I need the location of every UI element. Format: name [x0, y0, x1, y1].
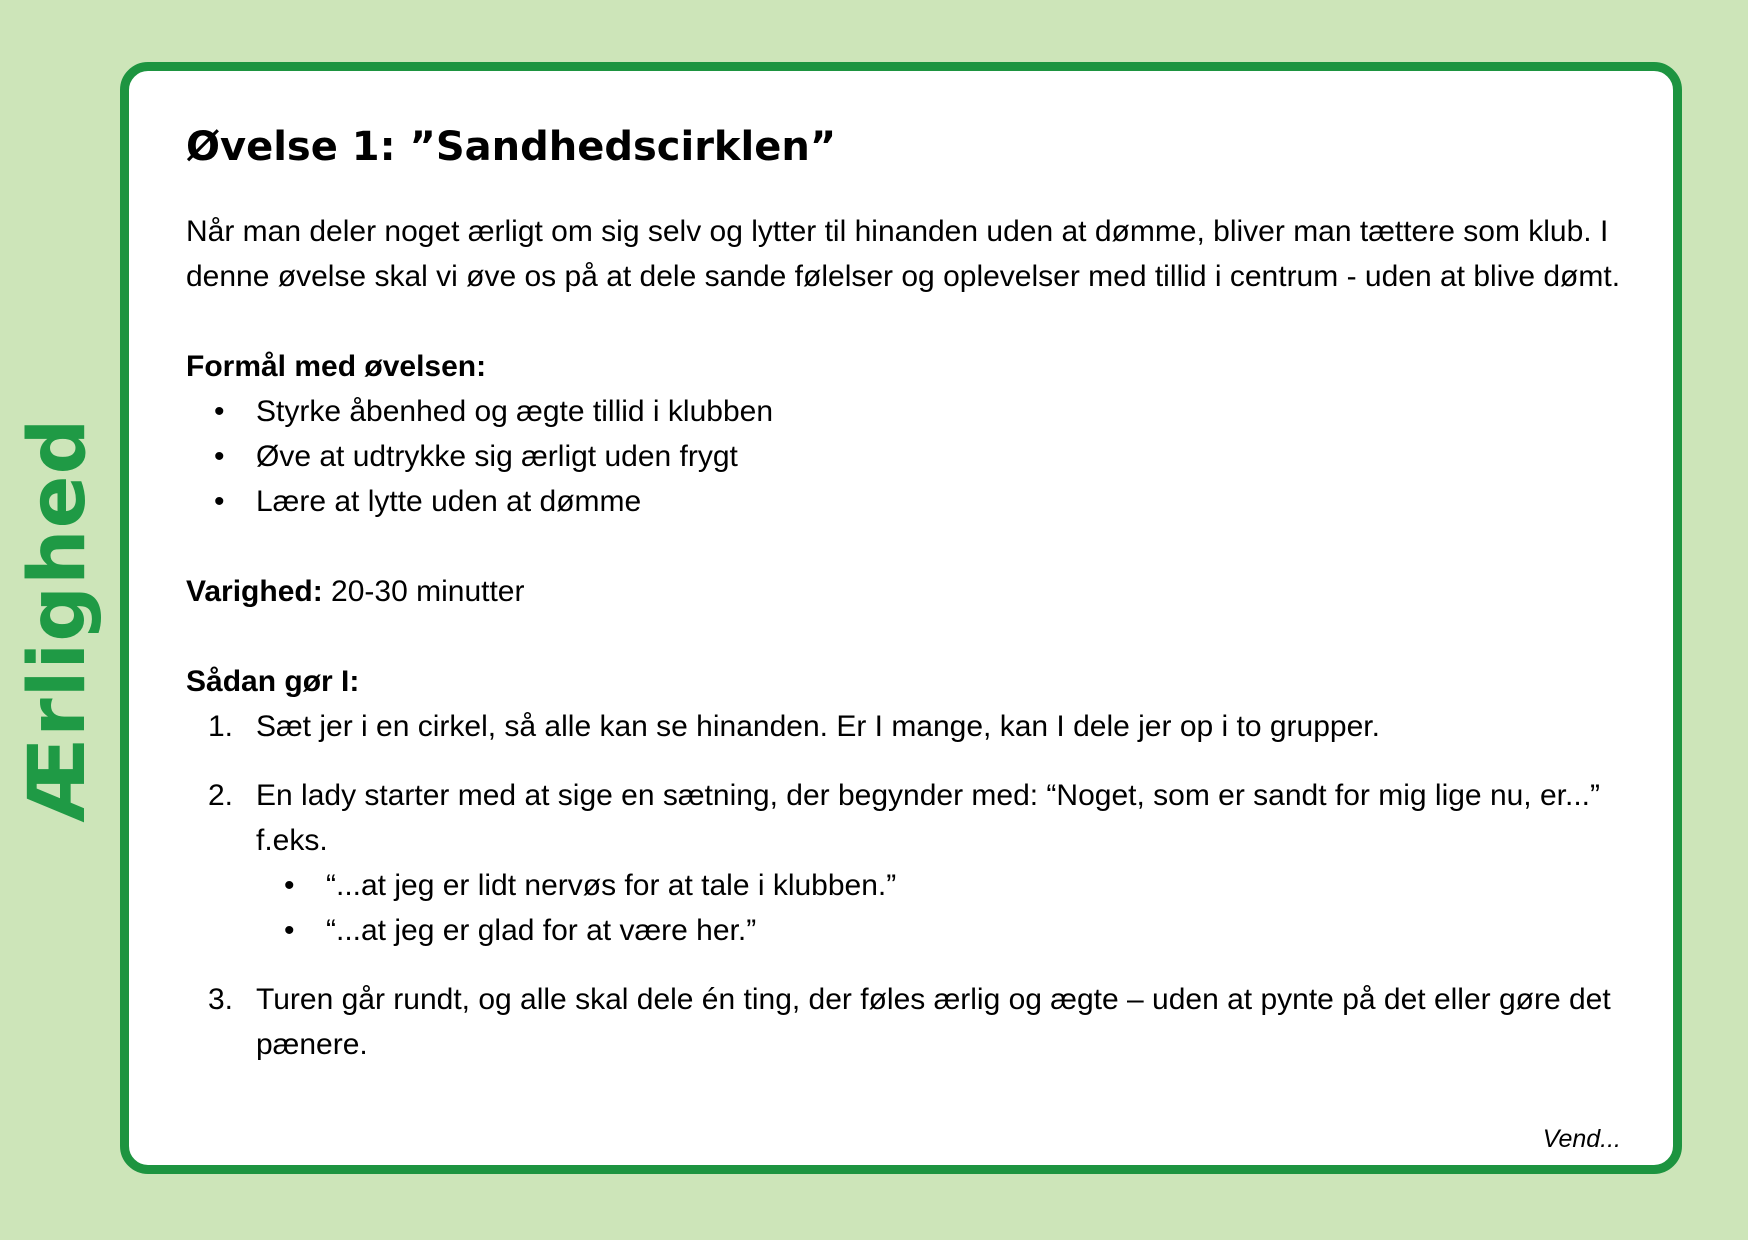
- step-number: 2.: [208, 779, 234, 812]
- list-item: • Lære at lytte uden at dømme: [186, 479, 1626, 524]
- list-item: • Øve at udtrykke sig ærligt uden frygt: [186, 434, 1626, 479]
- step-number: 3.: [208, 983, 234, 1016]
- step-item: [186, 977, 1626, 1067]
- intro-paragraph: Når man deler noget ærligt om sig selv og lytter til hinanden uden at dømme, bliver man tættere som klub. I denne øvelse skal vi øve os på at dele sande følelser og oplevelser med tillid i centrum - uden at blive dømt.: [186, 215, 1621, 293]
- purpose-list: [186, 389, 1626, 524]
- example-list: [256, 863, 1626, 953]
- purpose-heading: Formål med øvelsen:: [186, 350, 487, 383]
- step-item: [186, 704, 1626, 749]
- side-label: Ærlighed: [13, 417, 103, 823]
- example-item: • “...at jeg er lidt nervøs for at tale i klubben.”: [256, 863, 1626, 908]
- bullet-icon: •: [214, 485, 225, 518]
- step-text: En lady starter med at sige en sætning, der begynder med: “Noget, som er sandt for mig lige nu, er...” f.eks.: [256, 779, 1600, 857]
- steps-list: [186, 704, 1626, 1067]
- steps-heading: Sådan gør I:: [186, 665, 360, 698]
- bullet-icon: •: [214, 395, 225, 428]
- bullet-icon: •: [284, 914, 295, 947]
- example-item: • “...at jeg er glad for at være her.”: [256, 908, 1626, 953]
- duration: [186, 569, 1626, 614]
- bullet-icon: •: [284, 869, 295, 902]
- list-item: • Styrke åbenhed og ægte tillid i klubben: [186, 389, 1626, 434]
- bullet-icon: •: [214, 440, 225, 473]
- step-text: Sæt jer i en cirkel, så alle kan se hinanden. Er I mange, kan I dele jer op i to grupper.: [256, 710, 1380, 743]
- step-text: Turen går rundt, og alle skal dele én ting, der føles ærlig og ægte – uden at pynte på det eller gøre det pænere.: [256, 983, 1611, 1061]
- step-item: [186, 773, 1626, 953]
- duration-label: Varighed:: [186, 575, 323, 608]
- step-number: 1.: [208, 710, 234, 743]
- duration-value: 20-30 minutter: [331, 575, 525, 608]
- card-content: [186, 123, 1626, 1091]
- turn-over-note: Vend...: [1542, 1125, 1621, 1153]
- exercise-card: [120, 62, 1682, 1174]
- page-title: Øvelse 1: ”Sandhedscirklen”: [186, 124, 837, 170]
